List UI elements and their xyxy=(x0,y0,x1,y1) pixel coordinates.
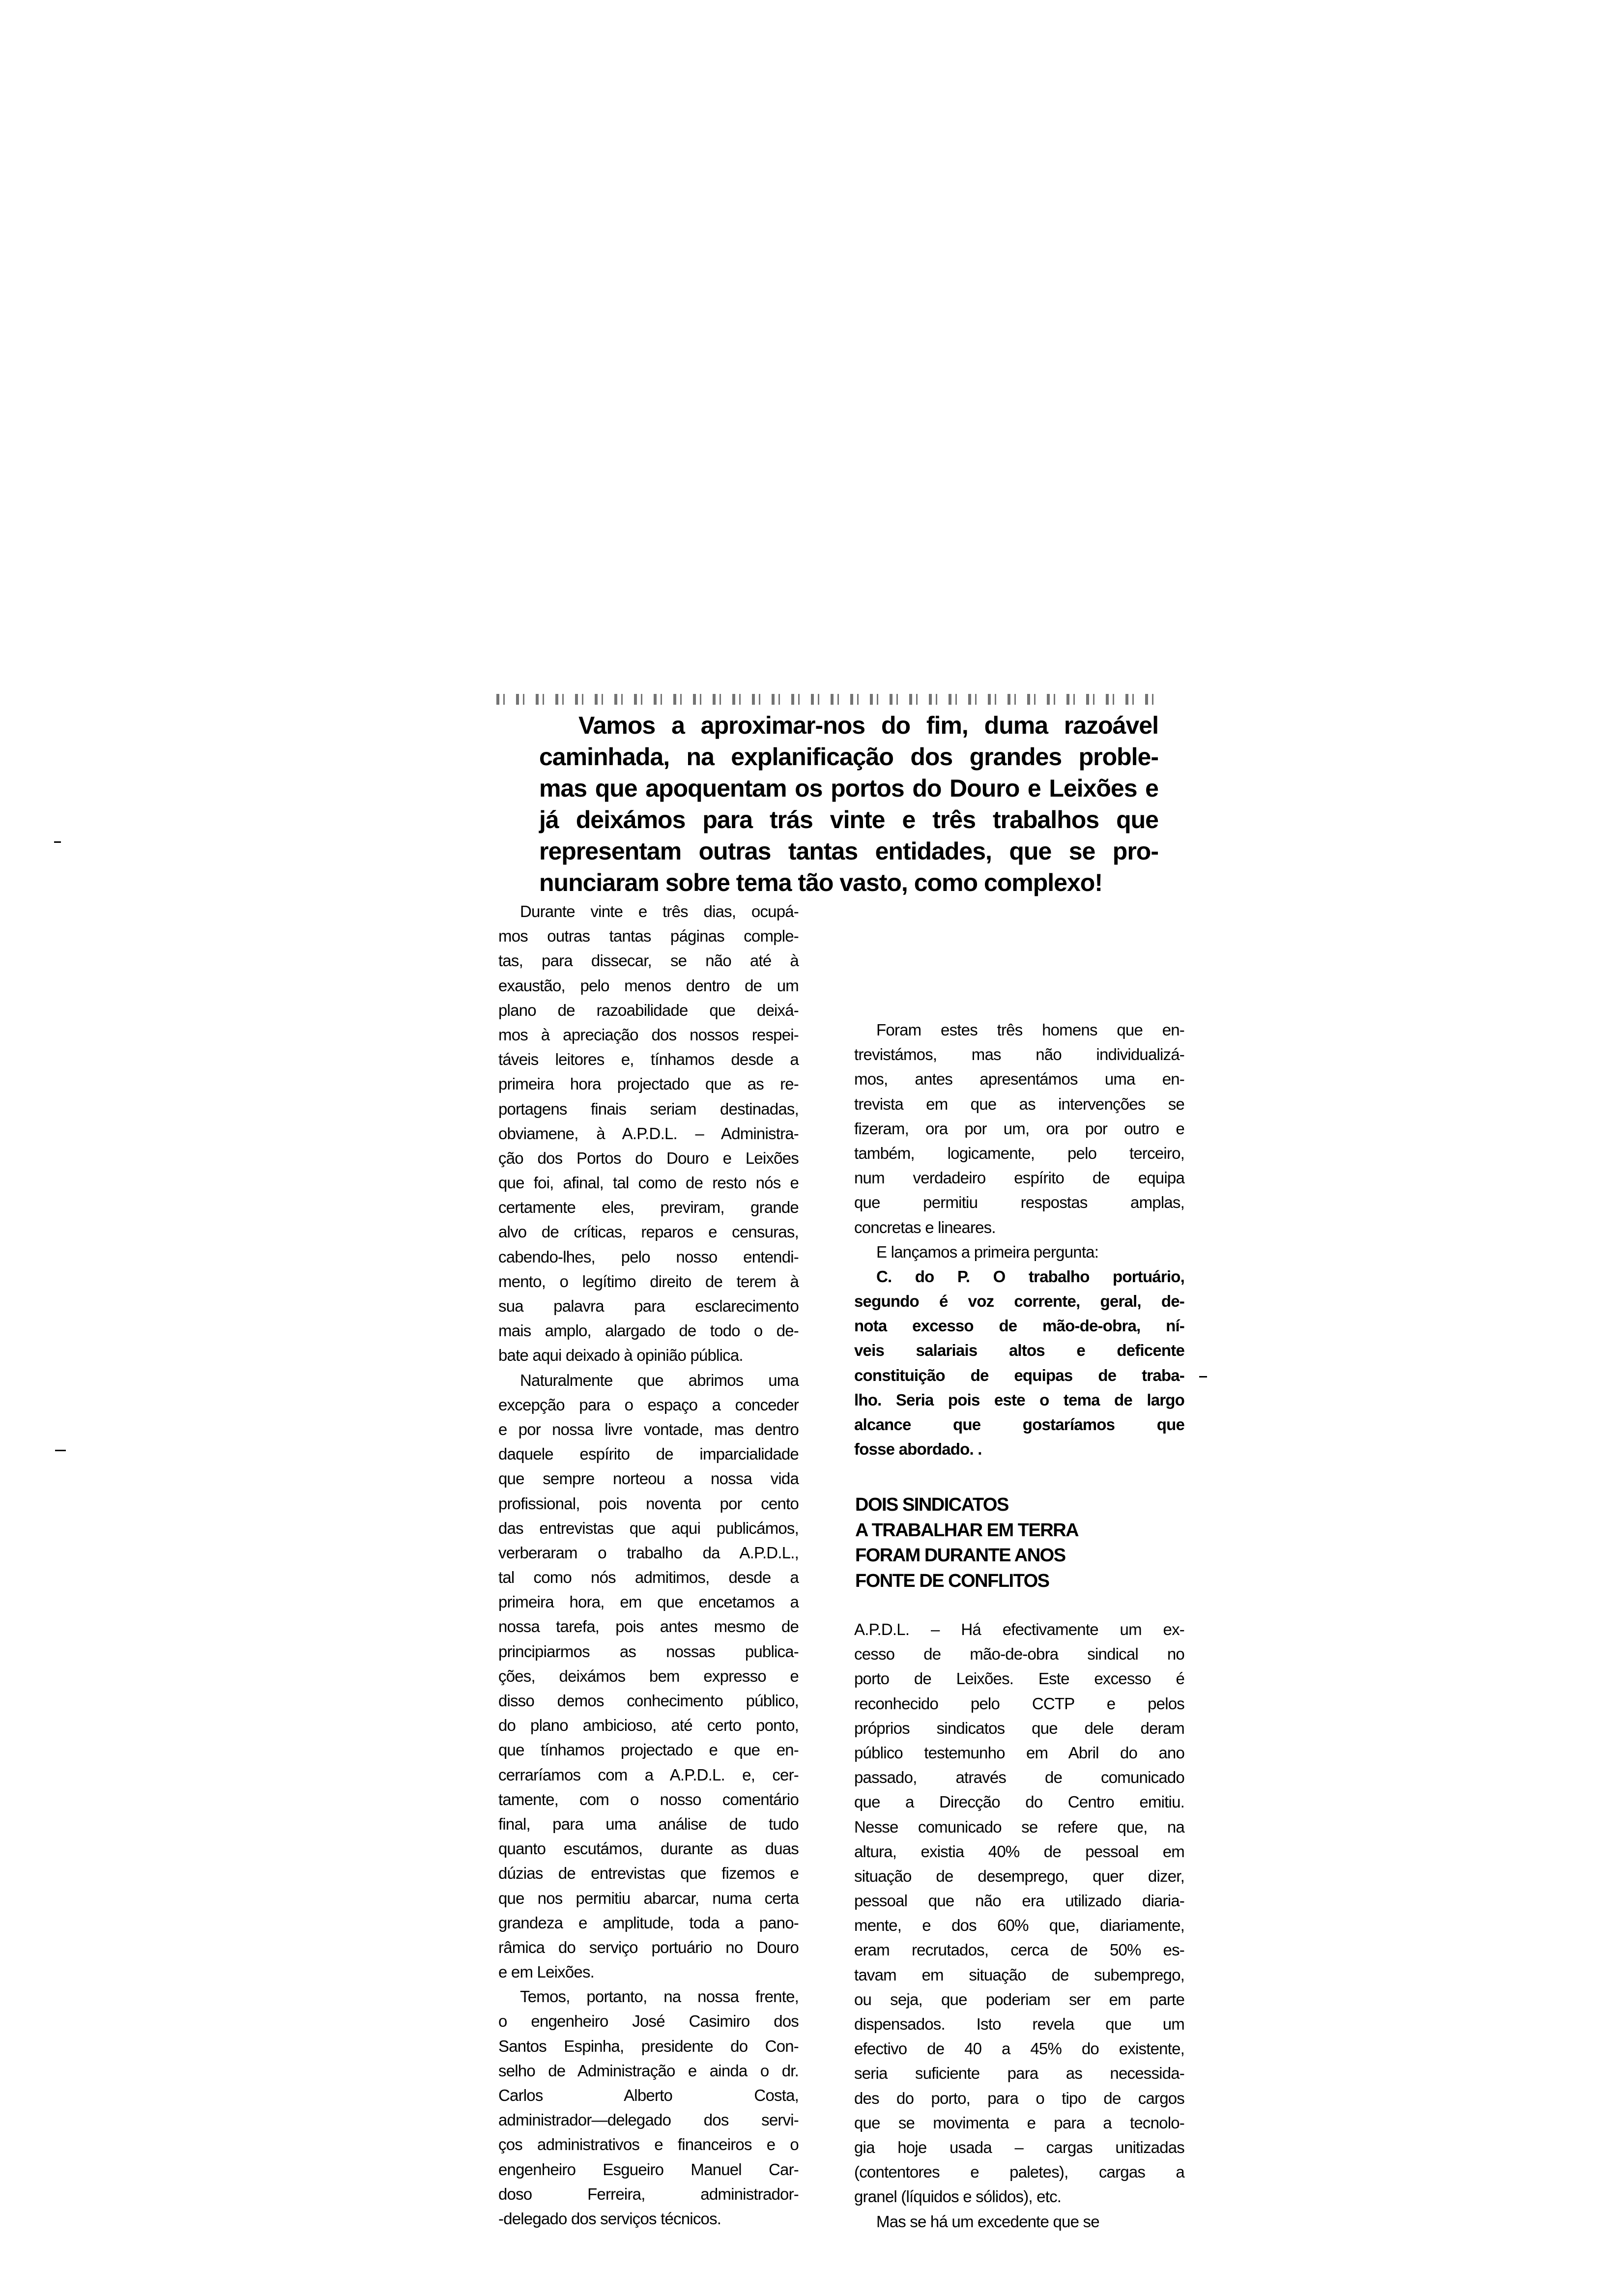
text-line-content: concretas e lineares. xyxy=(854,1218,996,1236)
article-answer xyxy=(854,1617,1184,2234)
heading-line: FORAM DURANTE ANOS xyxy=(855,1545,1065,1566)
text-line xyxy=(854,1913,1184,1938)
text-line xyxy=(854,2135,1184,2160)
text-line-content: quanto escutámos, durante as duas xyxy=(498,1839,799,1858)
text-line-content: Santos Espinha, presidente do Con- xyxy=(498,2037,799,2055)
text-line xyxy=(854,2210,1184,2234)
text-line xyxy=(498,1984,799,2009)
text-line xyxy=(498,2182,799,2207)
text-line-content: fosse abordado. . xyxy=(854,1440,982,1459)
text-line-content: tamente, com o nosso comentário xyxy=(498,1790,799,1808)
section-heading xyxy=(855,1492,1078,1594)
text-line xyxy=(854,1765,1184,1790)
text-line xyxy=(539,710,1158,741)
text-line xyxy=(854,1864,1184,1889)
text-line xyxy=(498,2108,799,2132)
text-line xyxy=(539,835,1158,867)
text-line-content: râmica do serviço portuário no Douro xyxy=(498,1938,799,1956)
text-line-content: doso Ferreira, administrador- xyxy=(498,2184,799,2203)
text-line xyxy=(498,1072,799,1096)
text-line xyxy=(498,1245,799,1269)
text-line-content: Foram estes três homens que en- xyxy=(876,1021,1184,1039)
text-line-content: exaustão, pelo menos dentro de um xyxy=(498,976,799,995)
text-line-content: fizeram, ora por um, ora por outro e xyxy=(854,1119,1184,1138)
text-line-content: principiarmos as nossas publica- xyxy=(498,1642,799,1661)
text-line-content: que sempre norteou a nossa vida xyxy=(498,1469,799,1488)
text-line-content: que a Direcção do Centro emitiu. xyxy=(854,1793,1184,1811)
text-line xyxy=(498,899,799,924)
text-line xyxy=(498,1861,799,1886)
text-line-content: que tínhamos projectado e que en- xyxy=(498,1741,799,1759)
text-line-content: cerraríamos com a A.P.D.L. e, cer- xyxy=(498,1765,799,1784)
text-line-content: primeira hora, em que encetamos a xyxy=(498,1593,799,1611)
text-line xyxy=(498,2059,799,2083)
text-line xyxy=(498,1121,799,1146)
text-line xyxy=(498,1565,799,1590)
text-line-content: trevista em que as intervenções se xyxy=(854,1094,1184,1113)
text-line xyxy=(498,1047,799,1072)
text-line-content: eram recrutados, cerca de 50% es- xyxy=(854,1941,1184,1959)
text-line xyxy=(854,1889,1184,1913)
text-line xyxy=(539,804,1158,835)
text-line-content: mos, antes apresentámos uma en- xyxy=(854,1070,1184,1089)
text-line-content: público testemunho em Abril do ano xyxy=(854,1743,1184,1762)
text-line xyxy=(498,1738,799,1762)
text-line xyxy=(498,1269,799,1294)
heading-line: DOIS SINDICATOS xyxy=(855,1494,1008,1515)
text-line xyxy=(854,2012,1184,2037)
text-line-content: engenheiro Esgueiro Manuel Car- xyxy=(498,2160,799,2179)
text-line xyxy=(854,1642,1184,1666)
text-line xyxy=(498,1343,799,1368)
text-line-content: final, para uma análise de tudo xyxy=(498,1814,799,1833)
text-line xyxy=(498,1837,799,1861)
text-line xyxy=(854,1839,1184,1864)
text-line xyxy=(498,998,799,1023)
text-line xyxy=(498,1171,799,1195)
text-line-content: gia hoje usada – cargas unitizadas xyxy=(854,2138,1184,2156)
text-line-content: táveis leitores e, tínhamos desde a xyxy=(498,1050,799,1069)
text-line xyxy=(854,1314,1184,1338)
text-line xyxy=(854,1666,1184,1691)
text-line-content: cesso de mão-de-obra sindical no xyxy=(854,1645,1184,1664)
text-line-content: porto de Leixões. Este excesso é xyxy=(854,1669,1184,1688)
text-line xyxy=(854,1141,1184,1166)
text-line-content: sua palavra para esclarecimento xyxy=(498,1297,799,1315)
text-line xyxy=(498,1541,799,1565)
scan-speck xyxy=(54,841,61,843)
text-line xyxy=(498,1492,799,1516)
text-line xyxy=(854,2160,1184,2184)
text-line xyxy=(498,1516,799,1541)
text-line xyxy=(539,773,1158,804)
text-line xyxy=(854,1388,1184,1412)
text-line-content: tas, para dissecar, se não até à xyxy=(498,951,799,970)
text-line-content: altura, existia 40% de pessoal em xyxy=(854,1842,1184,1861)
text-line-content: veis salariais altos e deficente xyxy=(854,1341,1184,1360)
text-line xyxy=(854,1363,1184,1388)
text-line-content: daquele espírito de imparcialidade xyxy=(498,1445,799,1464)
text-line-content: mas que apoquentam os portos do Douro e Leixões e xyxy=(539,775,1158,802)
text-line xyxy=(498,1220,799,1244)
text-line-content: pessoal que não era utilizado diaria- xyxy=(854,1892,1184,1910)
heading-line: FONTE DE CONFLITOS xyxy=(855,1570,1049,1591)
article-column-left xyxy=(498,899,799,2231)
text-line-content: também, logicamente, pelo terceiro, xyxy=(854,1144,1184,1162)
text-line xyxy=(854,1289,1184,1314)
text-line xyxy=(854,1117,1184,1141)
text-line-content: primeira hora projectado que as re- xyxy=(498,1075,799,1093)
text-line xyxy=(498,1886,799,1911)
text-line xyxy=(854,1190,1184,1215)
text-line-content: tavam em situação de subemprego, xyxy=(854,1965,1184,1984)
text-line xyxy=(498,1763,799,1787)
text-line-content: constituição de equipas de traba- xyxy=(854,1366,1184,1384)
text-line xyxy=(854,1938,1184,1962)
text-line-content: mos à apreciação dos nossos respei- xyxy=(498,1025,799,1044)
text-line-content: mente, e dos 60% que, diariamente, xyxy=(854,1916,1184,1935)
text-line-content: Vamos a aproximar-nos do fim, duma razoável xyxy=(578,712,1158,739)
text-line-content: Carlos Alberto Costa, xyxy=(498,2086,799,2104)
text-line-content: que foi, afinal, tal como de resto nós e xyxy=(498,1174,799,1192)
text-line-content: caminhada, na explanificação dos grandes proble- xyxy=(539,743,1158,771)
text-line-content: administrador—delegado dos servi- xyxy=(498,2111,799,2129)
text-line-content: ços administrativos e financeiros e o xyxy=(498,2135,799,2154)
text-line xyxy=(539,741,1158,773)
text-line-content: num verdadeiro espírito de equipa xyxy=(854,1169,1184,1187)
scan-noise-strip xyxy=(496,694,1160,705)
text-line xyxy=(498,2157,799,2182)
text-line xyxy=(854,1018,1184,1042)
scan-speck xyxy=(1199,1376,1207,1378)
text-line xyxy=(854,1412,1184,1437)
text-line xyxy=(854,1092,1184,1117)
text-line xyxy=(539,867,1158,898)
text-line-content: granel (líquidos e sólidos), etc. xyxy=(854,2187,1062,2206)
text-line-content: alvo de críticas, reparos e censuras, xyxy=(498,1223,799,1241)
text-line xyxy=(854,1987,1184,2012)
text-line-content: ções, deixámos bem expresso e xyxy=(498,1666,799,1685)
text-line-content: certamente eles, previram, grande xyxy=(498,1198,799,1217)
text-line-content: nossa tarefa, pois antes mesmo de xyxy=(498,1617,799,1636)
text-line-content: dispensados. Isto revela que um xyxy=(854,2015,1184,2033)
text-line xyxy=(854,1963,1184,1987)
text-line-content: e em Leixões. xyxy=(498,1963,595,1981)
text-line xyxy=(854,1617,1184,1642)
text-line-content: des do porto, para o tipo de cargos xyxy=(854,2089,1184,2107)
text-line xyxy=(854,1264,1184,1289)
text-line-content: seria suficiente para as necessida- xyxy=(854,2064,1184,2083)
text-line xyxy=(498,1466,799,1491)
text-line xyxy=(498,1713,799,1738)
text-line-content: reconhecido pelo CCTP e pelos xyxy=(854,1694,1184,1713)
text-line xyxy=(498,1664,799,1689)
text-line xyxy=(498,1787,799,1812)
text-line-content: o engenheiro José Casimiro dos xyxy=(498,2012,799,2031)
text-line-content: dúzias de entrevistas que fizemos e xyxy=(498,1864,799,1883)
text-line xyxy=(498,1614,799,1639)
text-line xyxy=(498,1417,799,1442)
text-line xyxy=(498,1097,799,1121)
text-line-content: segundo é voz corrente, geral, de- xyxy=(854,1292,1184,1311)
text-line xyxy=(498,1393,799,1417)
text-line-content: E lançamos a primeira pergunta: xyxy=(876,1242,1099,1261)
text-line-content: Mas se há um excedente que se xyxy=(876,2212,1099,2231)
text-line xyxy=(854,1166,1184,1190)
text-line-content: próprios sindicatos que dele deram xyxy=(854,1719,1184,1737)
text-line-content: grandeza e amplitude, toda a pano- xyxy=(498,1913,799,1932)
text-line xyxy=(854,2061,1184,2086)
text-line-content: plano de razoabilidade que deixá- xyxy=(498,1001,799,1019)
text-line-content: nota excesso de mão-de-obra, ní- xyxy=(854,1317,1184,1335)
text-line xyxy=(498,1294,799,1319)
text-line-content: situação de desemprego, quer dizer, xyxy=(854,1866,1184,1885)
article-lead xyxy=(539,710,1158,898)
text-line xyxy=(498,1195,799,1220)
text-line xyxy=(498,1689,799,1713)
text-line-content: excepção para o espaço a conceder xyxy=(498,1395,799,1414)
text-line xyxy=(498,1368,799,1393)
text-line-content: mento, o legítimo direito de terem à xyxy=(498,1272,799,1291)
text-line-content: bate aqui deixado à opinião pública. xyxy=(498,1346,743,1365)
text-line xyxy=(854,2037,1184,2061)
text-line xyxy=(854,1240,1184,1264)
text-line xyxy=(498,2207,799,2231)
text-line-content: mais amplo, alargado de todo o de- xyxy=(498,1321,799,1340)
text-line xyxy=(854,1215,1184,1240)
text-line-content: verberaram o trabalho da A.P.D.L., xyxy=(498,1543,799,1562)
scan-speck xyxy=(55,1450,66,1451)
text-line xyxy=(854,2184,1184,2209)
text-line xyxy=(854,2086,1184,2111)
text-line-content: Nesse comunicado se refere que, na xyxy=(854,1817,1184,1836)
text-line xyxy=(854,1815,1184,1839)
text-line-content: disso demos conhecimento público, xyxy=(498,1692,799,1710)
text-line-content: das entrevistas que aqui publicámos, xyxy=(498,1519,799,1537)
text-line xyxy=(498,1911,799,1935)
text-line-content: do plano ambicioso, até certo ponto, xyxy=(498,1716,799,1735)
text-line-content: cabendo-lhes, pelo nosso entendi- xyxy=(498,1247,799,1266)
text-line xyxy=(854,1067,1184,1091)
text-line xyxy=(498,1812,799,1837)
text-line xyxy=(854,1338,1184,1363)
text-line xyxy=(498,1023,799,1047)
text-line xyxy=(498,948,799,973)
text-line xyxy=(854,1716,1184,1741)
text-line xyxy=(854,1790,1184,1814)
heading-line: A TRABALHAR EM TERRA xyxy=(855,1520,1079,1541)
article-column-right xyxy=(854,1018,1184,1462)
text-line-content: portagens finais seriam destinadas, xyxy=(498,1099,799,1118)
text-line-content: profissional, pois noventa por cento xyxy=(498,1494,799,1513)
text-line-content: -delegado dos serviços técnicos. xyxy=(498,2209,721,2228)
text-line xyxy=(498,1960,799,1984)
text-line xyxy=(498,1442,799,1466)
text-line xyxy=(498,2034,799,2059)
text-line-content: ou seja, que poderiam ser em parte xyxy=(854,1990,1184,2009)
text-line-content: Durante vinte e três dias, ocupá- xyxy=(520,902,799,920)
text-line-content: obviamene, à A.P.D.L. – Administra- xyxy=(498,1124,799,1143)
text-line xyxy=(498,924,799,948)
text-line-content: alcance que gostaríamos que xyxy=(854,1415,1184,1434)
text-line-content: Temos, portanto, na nossa frente, xyxy=(520,1987,799,2006)
text-line xyxy=(854,1437,1184,1462)
text-line xyxy=(854,2111,1184,2135)
text-line xyxy=(498,1590,799,1614)
text-line-content: passado, através de comunicado xyxy=(854,1768,1184,1787)
text-line xyxy=(854,1692,1184,1716)
text-line-content: efectivo de 40 a 45% do existente, xyxy=(854,2039,1184,2058)
text-line-content: (contentores e paletes), cargas a xyxy=(854,2163,1184,2181)
text-line-content: já deixámos para trás vinte e três trabalhos que xyxy=(539,806,1158,833)
text-line-content: trevistámos, mas não individualizá- xyxy=(854,1045,1184,1064)
text-line-content: selho de Administração e ainda o dr. xyxy=(498,2061,799,2080)
text-line xyxy=(498,1319,799,1343)
text-line xyxy=(498,1935,799,1960)
text-line xyxy=(498,2132,799,2157)
text-line-content: e por nossa livre vontade, mas dentro xyxy=(498,1420,799,1438)
text-line-content: tal como nós admitimos, desde a xyxy=(498,1568,799,1587)
text-line-content: que nos permitiu abarcar, numa certa xyxy=(498,1889,799,1907)
text-line xyxy=(498,1639,799,1664)
text-line-content: Naturalmente que abrimos uma xyxy=(520,1371,799,1389)
text-line-content: lho. Seria pois este o tema de largo xyxy=(854,1390,1184,1409)
text-line-content: C. do P. O trabalho portuário, xyxy=(876,1267,1184,1286)
text-line-content: que permitiu respostas amplas, xyxy=(854,1193,1184,1212)
text-line xyxy=(854,1042,1184,1067)
text-line-content: representam outras tantas entidades, que se pro- xyxy=(539,837,1158,865)
text-line xyxy=(498,2083,799,2108)
text-line xyxy=(854,1741,1184,1765)
text-line-content: nunciaram sobre tema tão vasto, como complexo! xyxy=(539,869,1102,896)
text-line xyxy=(498,2009,799,2034)
text-line-content: ção dos Portos do Douro e Leixões xyxy=(498,1148,799,1167)
text-line-content: que se movimenta e para a tecnolo- xyxy=(854,2113,1184,2132)
text-line-content: mos outras tantas páginas comple- xyxy=(498,927,799,946)
text-line xyxy=(498,974,799,998)
text-line xyxy=(498,1146,799,1171)
text-line-content: A.P.D.L. – Há efectivamente um ex- xyxy=(854,1620,1184,1638)
